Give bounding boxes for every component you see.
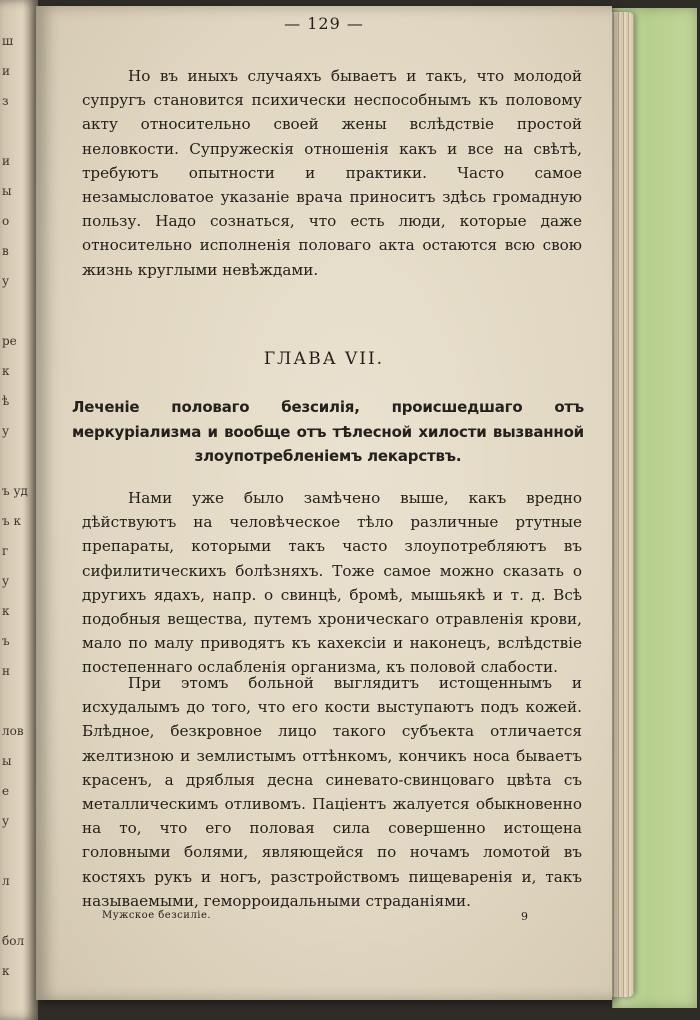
facing-page-line: е <box>2 784 10 798</box>
paragraph-intro: Но въ иныхъ случаяхъ бываетъ и такъ, что молодой супругъ становится психически неспособнымъ къ половому акту относительно своей жены вслѣдствіе простой неловкости. Супружескія отношенія какъ и все на свѣтѣ, требуютъ опытности и практики. Часто самое незамысловатое указаніе врача приноситъ здѣсь громадную пользу. Надо сознаться, что есть люди, которые даже относительно исполненія половаго акта остаются всю свою жизнь круглыми невѣждами. <box>82 67 582 279</box>
page-number: — 129 — <box>284 14 364 33</box>
facing-page-line: ы <box>2 754 12 768</box>
facing-page-line: о <box>2 214 10 228</box>
footer-signature: Мужское безсиліе. <box>102 910 212 921</box>
facing-page-line: ъ <box>2 634 10 648</box>
facing-page-line: з <box>2 94 9 108</box>
facing-page-line: ы <box>2 184 12 198</box>
book-page <box>36 6 612 1000</box>
facing-page-line: н <box>2 664 10 678</box>
footer-sheet-number: 9 <box>521 910 528 923</box>
facing-page-line: в <box>2 244 9 258</box>
facing-page-fragment <box>0 0 38 1020</box>
facing-page-line: к <box>2 364 10 378</box>
chapter-heading: ГЛАВА VII. <box>263 349 385 369</box>
paragraph-mercury: Нами уже было замѣчено выше, какъ вредно дѣйствуютъ на человѣческое тѣло различные ртутные препараты, которыми такъ часто злоупотребляютъ въ сифилитическихъ болѣзняхъ. Тоже самое можно сказать о другихъ ядахъ, напр. о свинцѣ, бромѣ, мышьякѣ и т. д. Всѣ подобныя вещества, путемъ хроническаго отравленія крови, мало по малу приводятъ къ кахексіи и наконецъ, вслѣдствіе постепеннаго ослабленія организма, къ половой слабости. <box>82 489 582 677</box>
facing-page-line: бол <box>2 934 25 948</box>
paragraph-symptoms: При этомъ больной выглядитъ истощеннымъ и исхудалымъ до того, что его кости выступаютъ подъ кожей. Блѣдное, безкровное лицо такого субъекта отличается желтизною и землистымъ оттѣнкомъ, кончикъ носа бываетъ красенъ, а дряблыя десна синевато-свинцоваго цвѣта съ металлическимъ отливомъ. Паціентъ жалуется обыкновенно на то, что его половая сила совершенно истощена головными болями, являющейся по ночамъ ломотой въ костяхъ рукъ и ногъ, разстройствомъ пищеваренія и, такъ называемыми, геморроидальными страданіями. <box>82 674 582 910</box>
facing-page-line: к <box>2 604 10 618</box>
facing-page-line: у <box>2 424 10 438</box>
facing-page-line: ъ к <box>2 514 21 528</box>
facing-page-line: г <box>2 544 9 558</box>
facing-page-line: у <box>2 274 10 288</box>
facing-page-line: и <box>2 64 10 78</box>
facing-page-line: у <box>2 574 10 588</box>
facing-page-line: ре <box>2 334 17 348</box>
facing-page-line: л <box>2 874 10 888</box>
facing-page-line: к <box>2 964 10 978</box>
facing-page-line: у <box>2 814 10 828</box>
chapter-subtitle: Леченіе половаго безсилія, происшедшаго отъ меркуріализма и вообще отъ тѣлесной хилости вызванной злоупотребленіемъ лекарствъ. <box>72 398 584 465</box>
facing-page-line: и <box>2 154 10 168</box>
facing-page-line: лов <box>2 724 24 738</box>
facing-page-line: ѣ <box>2 394 10 408</box>
facing-page-line: ъ уд <box>2 484 28 498</box>
facing-page-line: ш <box>2 34 14 48</box>
